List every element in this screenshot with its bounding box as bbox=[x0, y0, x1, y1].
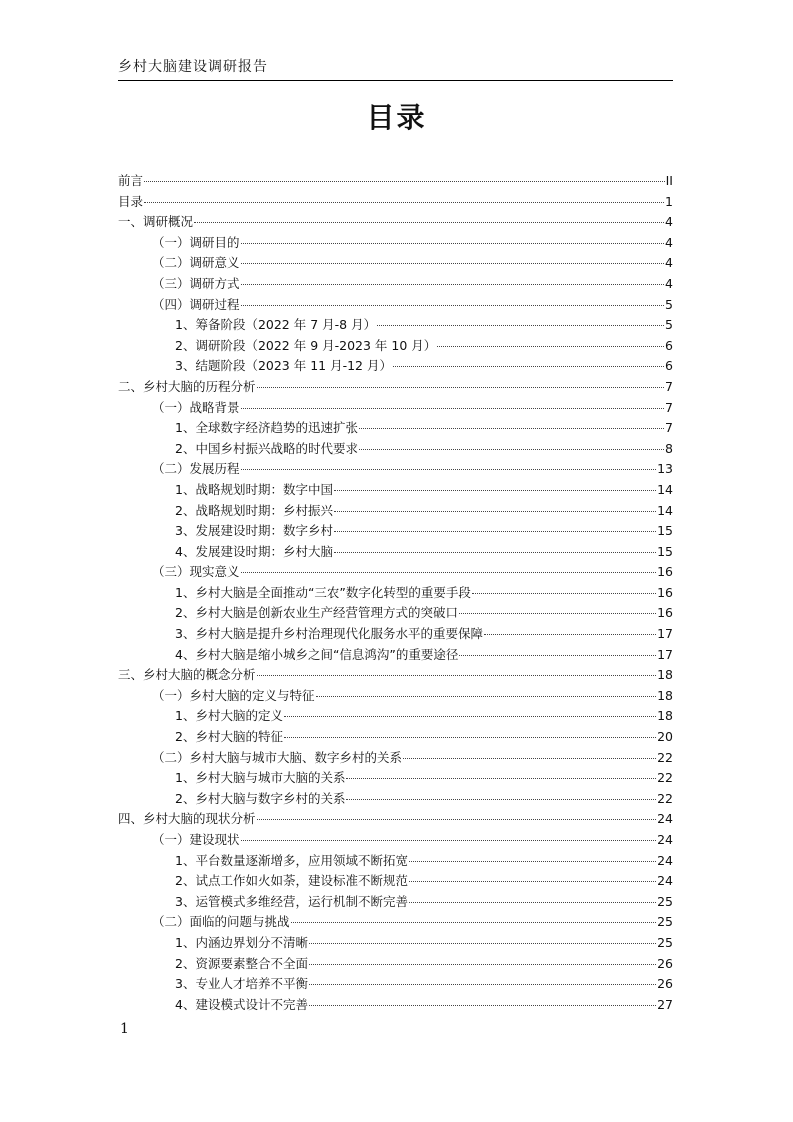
toc-entry-title: 目录 bbox=[118, 193, 144, 209]
dot-leader bbox=[459, 613, 656, 614]
dot-leader bbox=[309, 964, 656, 965]
toc-entry-page: 18 bbox=[657, 708, 673, 724]
dot-leader bbox=[241, 408, 665, 409]
toc-entry-title: 1、乡村大脑与城市大脑的关系 bbox=[175, 770, 346, 786]
dot-leader bbox=[437, 346, 664, 347]
dot-leader bbox=[241, 263, 665, 264]
dot-leader bbox=[359, 449, 664, 450]
toc-entry[interactable] bbox=[118, 295, 673, 316]
toc-entry[interactable] bbox=[118, 542, 673, 563]
toc-entry[interactable] bbox=[118, 686, 673, 707]
toc-entry-title: 二、乡村大脑的历程分析 bbox=[118, 378, 256, 394]
toc-entry-page: 24 bbox=[657, 832, 673, 847]
toc-entry-page: 15 bbox=[657, 543, 673, 559]
dot-leader bbox=[257, 387, 665, 388]
dot-leader bbox=[393, 366, 664, 367]
toc-entry[interactable] bbox=[118, 501, 673, 522]
toc-entry[interactable] bbox=[118, 356, 673, 377]
toc-entry-title: 4、建设模式设计不完善 bbox=[175, 996, 308, 1012]
toc-entry-page: 4 bbox=[665, 255, 673, 271]
toc-entry-title: 1、乡村大脑是全面推动“三农”数字化转型的重要手段 bbox=[175, 584, 471, 600]
toc-entry-title: 一、调研概况 bbox=[118, 214, 194, 230]
dot-leader bbox=[316, 696, 657, 697]
toc-entry-page: 16 bbox=[657, 564, 673, 580]
toc-entry-title: （二）调研意义 bbox=[152, 255, 240, 271]
toc-entry[interactable] bbox=[118, 521, 673, 542]
toc-entry-title: 1、全球数字经济趋势的迅速扩张 bbox=[175, 420, 358, 436]
toc-entry-page: 25 bbox=[657, 934, 673, 950]
toc-entry[interactable] bbox=[118, 398, 673, 419]
toc-entry-title: （三）调研方式 bbox=[152, 275, 240, 291]
toc-entry[interactable] bbox=[118, 459, 673, 480]
toc-entry-title: （一）乡村大脑的定义与特征 bbox=[152, 687, 315, 703]
toc-entry-page: 4 bbox=[665, 275, 673, 291]
toc-entry-page: 26 bbox=[657, 976, 673, 992]
toc-entry-page: 6 bbox=[665, 337, 673, 353]
toc-entry[interactable] bbox=[118, 830, 673, 851]
toc-entry-title: 3、发展建设时期：数字乡村 bbox=[175, 523, 333, 539]
dot-leader bbox=[241, 572, 657, 573]
dot-leader bbox=[257, 675, 657, 676]
toc-entry-title: （二）乡村大脑与城市大脑、数字乡村的关系 bbox=[152, 749, 403, 765]
toc-entry[interactable] bbox=[118, 871, 673, 892]
toc-entry-page: 14 bbox=[657, 502, 673, 518]
toc-entry-title: 4、乡村大脑是缩小城乡之间“信息鸿沟”的重要途径 bbox=[175, 646, 459, 662]
dot-leader bbox=[241, 840, 657, 841]
toc-entry-page: 15 bbox=[657, 523, 673, 539]
toc-entry-title: 4、发展建设时期：乡村大脑 bbox=[175, 543, 333, 559]
dot-leader bbox=[377, 325, 664, 326]
dot-leader bbox=[144, 202, 664, 203]
dot-leader bbox=[409, 881, 656, 882]
toc-entry-title: 2、试点工作如火如荼，建设标准不断规范 bbox=[175, 873, 408, 889]
toc-entry-page: 16 bbox=[657, 584, 673, 600]
dot-leader bbox=[241, 243, 665, 244]
toc-entry[interactable] bbox=[118, 212, 673, 233]
toc-entry-title: 2、中国乡村振兴战略的时代要求 bbox=[175, 440, 358, 456]
toc-entry[interactable] bbox=[118, 851, 673, 872]
page-number: 1 bbox=[120, 1021, 129, 1037]
toc-entry[interactable] bbox=[118, 562, 673, 583]
dot-leader bbox=[309, 1005, 656, 1006]
toc-entry-page: 22 bbox=[657, 770, 673, 786]
toc-entry-page: 22 bbox=[657, 749, 673, 765]
toc-entry[interactable] bbox=[118, 480, 673, 501]
toc-entry-title: （二）面临的问题与挑战 bbox=[152, 914, 290, 930]
dot-leader bbox=[284, 737, 656, 738]
running-header: 乡村大脑建设调研报告 bbox=[118, 57, 673, 81]
toc-entry-title: 1、内涵边界划分不清晰 bbox=[175, 934, 308, 950]
toc-entry-page: 16 bbox=[657, 605, 673, 621]
toc-entry-title: 3、专业人才培养不平衡 bbox=[175, 976, 308, 992]
toc-entry[interactable] bbox=[118, 645, 673, 666]
page-title: 目录 bbox=[366, 101, 427, 134]
toc-entry-title: 四、乡村大脑的现状分析 bbox=[118, 811, 256, 827]
dot-leader bbox=[284, 716, 656, 717]
dot-leader bbox=[334, 490, 656, 491]
toc-entry-title: 2、战略规划时期：乡村振兴 bbox=[175, 502, 333, 518]
toc-entry-page: 14 bbox=[657, 481, 673, 497]
toc-entry[interactable] bbox=[118, 192, 673, 213]
toc-entry[interactable] bbox=[118, 418, 673, 439]
toc-entry-title: 前言 bbox=[118, 173, 144, 188]
toc-entry-page: 13 bbox=[657, 461, 673, 477]
toc-entry-title: 3、乡村大脑是提升乡村治理现代化服务水平的重要保障 bbox=[175, 626, 483, 642]
toc-entry-title: 2、乡村大脑是创新农业生产经营管理方式的突破口 bbox=[175, 605, 458, 621]
toc-entry-title: （二）发展历程 bbox=[152, 461, 240, 477]
toc-entry-page: 5 bbox=[665, 317, 673, 333]
dot-leader bbox=[334, 552, 656, 553]
toc-entry-title: 3、结题阶段（2023 年 11 月-12 月） bbox=[175, 358, 392, 374]
dot-leader bbox=[291, 922, 657, 923]
toc-entry-title: 2、资源要素整合不全面 bbox=[175, 955, 308, 971]
dot-leader bbox=[334, 531, 656, 532]
dot-leader bbox=[257, 819, 657, 820]
toc-entry-page: 8 bbox=[665, 440, 673, 456]
dot-leader bbox=[241, 469, 657, 470]
toc-entry-title: （一）战略背景 bbox=[152, 399, 240, 415]
toc-entry[interactable] bbox=[118, 933, 673, 954]
toc-entry-page: 17 bbox=[657, 626, 673, 642]
toc-entry[interactable] bbox=[118, 253, 673, 274]
toc-entry[interactable] bbox=[118, 233, 673, 254]
toc-entry-page: 1 bbox=[665, 193, 673, 209]
dot-leader bbox=[409, 861, 656, 862]
dot-leader bbox=[194, 222, 664, 223]
toc-entry-title: 3、运管模式多维经营，运行机制不断完善 bbox=[175, 893, 408, 909]
dot-leader bbox=[472, 593, 656, 594]
toc-entry-page: 24 bbox=[657, 852, 673, 868]
dot-leader bbox=[144, 181, 665, 182]
toc-entry-page: 25 bbox=[657, 914, 673, 930]
toc-entry-page: 7 bbox=[665, 399, 673, 415]
toc-entry[interactable] bbox=[118, 912, 673, 933]
dot-leader bbox=[346, 799, 656, 800]
toc-entry[interactable] bbox=[118, 892, 673, 913]
toc-entry-title: （四）调研过程 bbox=[152, 296, 240, 312]
dot-leader bbox=[334, 511, 656, 512]
toc-entry-page: 5 bbox=[665, 296, 673, 312]
toc-entry-title: 2、乡村大脑的特征 bbox=[175, 729, 283, 745]
toc-entry-title: 2、调研阶段（2022 年 9 月-2023 年 10 月） bbox=[175, 337, 437, 353]
toc-entry[interactable] bbox=[118, 706, 673, 727]
dot-leader bbox=[359, 428, 664, 429]
toc-entry[interactable] bbox=[118, 727, 673, 748]
toc-entry[interactable] bbox=[118, 377, 673, 398]
toc-entry-page: 26 bbox=[657, 955, 673, 971]
toc-entry-title: （一）建设现状 bbox=[152, 832, 240, 847]
dot-leader bbox=[241, 284, 665, 285]
toc-entry-title: （一）调研目的 bbox=[152, 234, 240, 250]
dot-leader bbox=[346, 778, 656, 779]
dot-leader bbox=[484, 634, 656, 635]
toc-entry-title: 2、乡村大脑与数字乡村的关系 bbox=[175, 790, 346, 806]
toc-entry[interactable] bbox=[118, 315, 673, 336]
toc-entry[interactable] bbox=[118, 748, 673, 769]
dot-leader bbox=[309, 943, 656, 944]
toc-entry[interactable] bbox=[118, 171, 673, 192]
toc-entry-page: 7 bbox=[665, 378, 673, 394]
dot-leader bbox=[409, 902, 656, 903]
toc-entry[interactable] bbox=[118, 995, 673, 1016]
toc-entry-page: 18 bbox=[657, 687, 673, 703]
toc-entry[interactable] bbox=[118, 583, 673, 604]
toc-entry-page: 4 bbox=[665, 214, 673, 230]
toc-entry[interactable] bbox=[118, 974, 673, 995]
table-of-contents bbox=[118, 171, 673, 1015]
toc-entry[interactable] bbox=[118, 274, 673, 295]
toc-entry[interactable] bbox=[118, 624, 673, 645]
toc-entry-page: 4 bbox=[665, 234, 673, 250]
toc-entry-page: 17 bbox=[657, 646, 673, 662]
toc-entry[interactable] bbox=[118, 809, 673, 830]
toc-entry-page: 7 bbox=[665, 420, 673, 436]
toc-entry-page: 18 bbox=[657, 667, 673, 683]
toc-entry[interactable] bbox=[118, 603, 673, 624]
toc-entry-title: 1、乡村大脑的定义 bbox=[175, 708, 283, 724]
toc-entry-page: 24 bbox=[657, 811, 673, 827]
toc-entry-page: 22 bbox=[657, 790, 673, 806]
toc-entry-title: 三、乡村大脑的概念分析 bbox=[118, 667, 256, 683]
toc-entry[interactable] bbox=[118, 768, 673, 789]
toc-entry[interactable] bbox=[118, 954, 673, 975]
dot-leader bbox=[459, 655, 656, 656]
dot-leader bbox=[309, 984, 656, 985]
dot-leader bbox=[403, 758, 656, 759]
toc-entry-page: II bbox=[665, 173, 673, 188]
toc-entry[interactable] bbox=[118, 789, 673, 810]
toc-entry-title: 1、战略规划时期：数字中国 bbox=[175, 481, 333, 497]
toc-entry-title: 1、平台数量逐渐增多，应用领域不断拓宽 bbox=[175, 852, 408, 868]
toc-entry-page: 27 bbox=[657, 996, 673, 1012]
toc-entry-title: （三）现实意义 bbox=[152, 564, 240, 580]
toc-entry-page: 6 bbox=[665, 358, 673, 374]
toc-entry[interactable] bbox=[118, 439, 673, 460]
toc-entry-page: 24 bbox=[657, 873, 673, 889]
toc-entry[interactable] bbox=[118, 665, 673, 686]
toc-entry-page: 25 bbox=[657, 893, 673, 909]
toc-entry[interactable] bbox=[118, 336, 673, 357]
dot-leader bbox=[241, 305, 665, 306]
toc-entry-title: 1、筹备阶段（2022 年 7 月-8 月） bbox=[175, 317, 377, 333]
toc-entry-page: 20 bbox=[657, 729, 673, 745]
